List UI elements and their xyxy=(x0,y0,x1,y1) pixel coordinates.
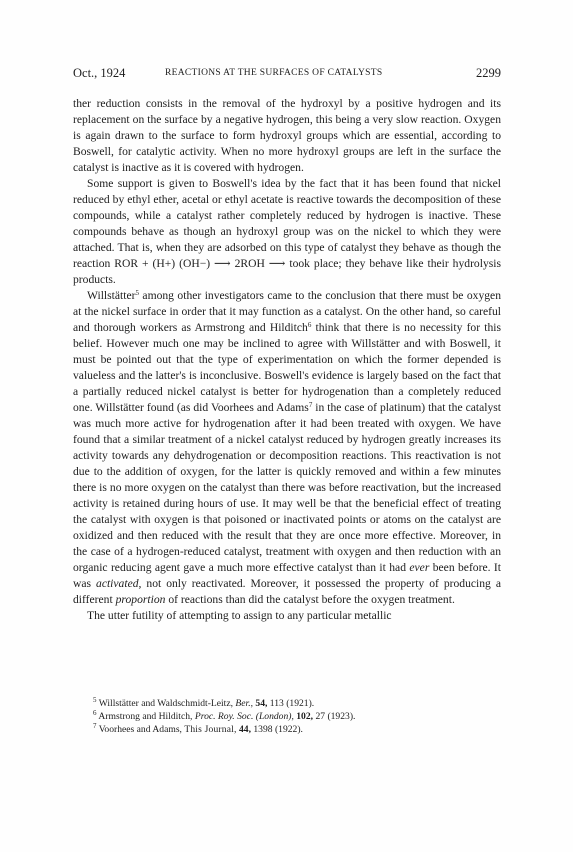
paragraph-2: Some support is given to Boswell's idea by the fact that it has been found that nickel reduced by ethyl ether, acetal or ethyl acetate is reactive towards the decomposition of these compounds, while a catalyst rather completely reduced by hydrogen is inactive. These compounds behave as though an hydroxyl group was on the nickel to which they were attached. That is, when they are adsorbed on this type of catalyst they behave as though the reaction ROR + (H+) (OH−) ⟶ 2ROH ⟶ took place; they behave like their hydrolysis products. xyxy=(73,177,501,286)
footnote-text: 1398 (1922). xyxy=(250,724,303,736)
footnote-mark: 7 xyxy=(93,722,97,731)
paragraph-1: ther reduction consists in the removal of the hydroxyl by a positive hydrogen and its replacement on the surface by a negative hydrogen, this being a very slow reaction. Oxygen is again drawn to the surface to form hydroxyl groups which are essential, according to Boswell, for catalytic activity. When no more hydroxyl groups are left in the surface the catalyst is inactive as it is covered with hydrogen. xyxy=(73,97,501,174)
paragraph-3-text: in the case of platinum) that the catalyst was much more active for hydrogenation after it had been treated with oxygen. We have found that a similar treatment of a nickel catalyst reduced by hydrogen greatly increases its activity towards any dehydrogenation or decomposition reactions. This reactivation is not due to the addition of oxygen, for the latter is quickly removed and within a few minutes there is no more oxygen on the catalyst than there was before reactivation, but the increased activity is retained during hours of use. It may well be that the beneficial effect of treating the catalyst with oxygen is that poisoned or inactivated points or atoms on the catalyst are oxidized and then reduced with the result that they are once more effective. Moreover, in the case of a hydrogen-reduced catalyst, treatment with oxygen and then reduction with an organic reducing agent gave a much more effective catalyst than it had xyxy=(73,401,501,574)
footnote-ref-6: 6 xyxy=(307,321,312,329)
running-title: REACTIONS AT THE SURFACES OF CATALYSTS xyxy=(165,68,383,78)
paragraph-3-text: among other investigators came to the conclusion that there must be oxygen at the nickel surface in order that it may function as a catalyst. On the other hand, so careful and thorough workers as Armstrong and Hilditch xyxy=(73,289,501,334)
footnote-mark: 6 xyxy=(93,709,97,718)
footnote-text: Voorhees and Adams, xyxy=(96,724,185,736)
journal-name: This Journal, xyxy=(184,725,237,736)
page-header xyxy=(73,64,501,82)
footnote-text: 27 (1923). xyxy=(313,711,356,723)
paragraph-4: The utter futility of attempting to assign to any particular metallic xyxy=(87,609,392,622)
footnote-ref-5: 5 xyxy=(135,289,139,297)
paragraph-3-text: not only reactivated. Moreover, it possessed the property of producing a different xyxy=(73,577,501,606)
paragraph-3-text: think that there is no necessity for this belief. However much one may be inclined to agree with Willstätter and with Boswell, it must be pointed out that the type of experimentation on which the former depended is valueless and the latter's is inconclusive. Boswell's evidence is largely based on the fact that a partially reduced nickel catalyst is better for hydrogenation than a completely reduced one. Willstätter found (as did Voorhees and Adams xyxy=(73,321,501,414)
footnote-ref-7: 7 xyxy=(308,401,313,409)
journal-name: Proc. Roy. Soc. (London), xyxy=(194,711,294,723)
footnote-7 xyxy=(93,723,501,737)
footnote-text: 113 (1921). xyxy=(267,698,315,709)
footnote-mark: 5 xyxy=(93,696,97,704)
volume: 102, xyxy=(293,711,314,723)
volume: 44, xyxy=(236,724,251,736)
emphasis-ever: ever xyxy=(409,561,430,574)
footnote-text: Armstrong and Hilditch, xyxy=(96,711,195,723)
footnote-text: Willstätter and Waldschmidt-Leitz, xyxy=(96,698,236,709)
emphasis-activated: activated, xyxy=(96,577,142,590)
footnote-6 xyxy=(93,710,501,723)
issue-date: Oct., 1924 xyxy=(73,66,126,80)
paragraph-3 xyxy=(73,288,501,608)
article-body xyxy=(73,96,501,624)
paragraph-3-text: of reactions than did the catalyst before the oxygen treatment. xyxy=(165,593,455,606)
emphasis-proportion: proportion xyxy=(115,593,166,606)
footnotes xyxy=(93,697,501,738)
volume: 54, xyxy=(253,698,268,709)
page-number: 2299 xyxy=(476,66,501,80)
journal-name: Ber., xyxy=(235,698,253,709)
paragraph-3-text: Willstätter xyxy=(87,289,136,302)
paragraph-3-text: been before. It was xyxy=(73,561,501,590)
footnote-5 xyxy=(93,697,501,710)
